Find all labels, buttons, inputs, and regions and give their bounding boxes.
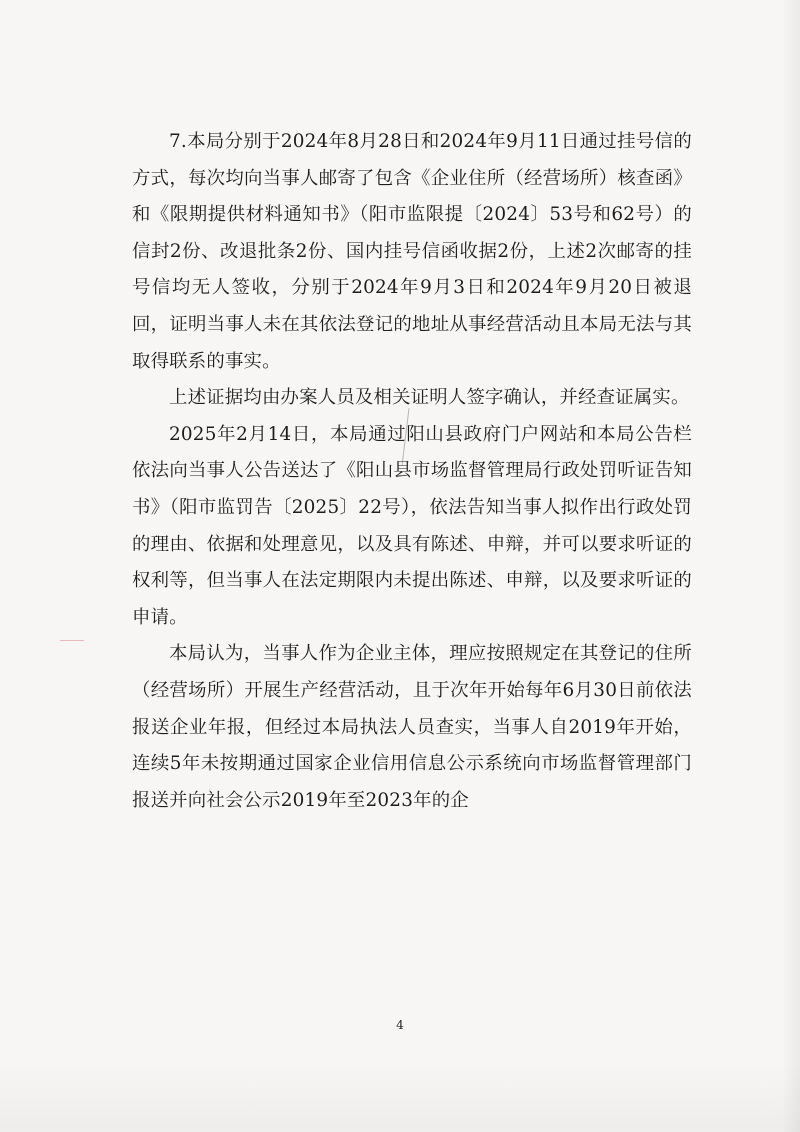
scan-edge-shadow <box>782 0 800 1132</box>
scan-artifact-mark <box>60 640 84 641</box>
paragraph-hearing-notice: 2025年2月14日，本局通过阳山县政府门户网站和本局公告栏依法向当事人公告送达了《阳山县市场监督管理局行政处罚听证告知书》（阳市监罚告〔2025〕22号），依法告知当事人拟作出行政处罚的理由、依据和处理意见，以及具有陈述、申辩，并可以要求听证的权利等，但当事人在法定期限内未提出陈述、申辩，以及要求听证的申请。 <box>132 423 692 628</box>
paragraph-evidence-confirmation: 上述证据均由办案人员及相关证明人签字确认，并经查证属实。 <box>169 387 690 409</box>
document-body <box>132 124 692 819</box>
paragraph-evidence-7: 7.本局分别于2024年8月28日和2024年9月11日通过挂号信的方式，每次均向当事人邮寄了包含《企业住所（经营场所）核查函》和《限期提供材料通知书》（阳市监限提〔2024〕53号和62号）的信封2份、改退批条2份、国内挂号信函收据2份，上述2次邮寄的挂号信均无人签收，分别于2024年9月3日和2024年9月20日被退回，证明当事人未在其依法登记的地址从事经营活动且本局无法与其取得联系的事实。 <box>132 131 692 372</box>
paragraph-bureau-finding: 本局认为，当事人作为企业主体，理应按照规定在其登记的住所（经营场所）开展生产经营活动，且于次年开始每年6月30日前依法报送企业年报，但经过本局执法人员查实，当事人自2019年开始，连续5年未按期通过国家企业信用信息公示系统向市场监督管理部门报送并向社会公示2019年至2023年的企 <box>132 643 692 811</box>
page-number: 4 <box>396 1018 404 1032</box>
scan-bottom-shadow <box>0 1062 800 1132</box>
